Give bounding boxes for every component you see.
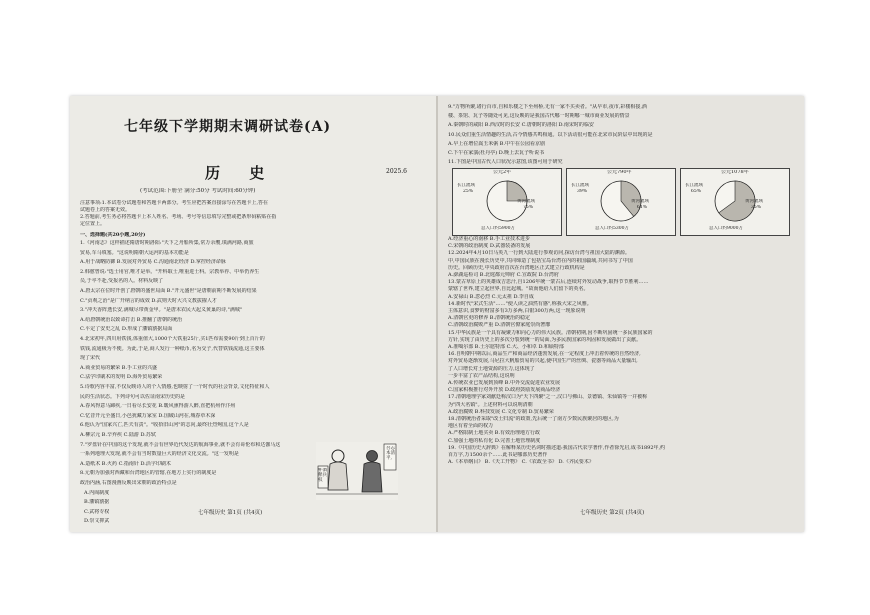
population-chart — [452, 168, 562, 236]
question-line: A.安禄山 B.忽必烈 C.元太祖 D.李自成 — [448, 293, 534, 300]
question-line: 9."万物所聚,诸行百市,自和乐楼之下至州桥,无有一家不买卖者。"从早市,夜市,彩楼相接,酒 — [448, 104, 647, 110]
question-line: 4.北宋初年,四川用铁钱,体重值大,1000个大铁重25斤,买1匹布需要90斤到上百斤的 — [80, 336, 265, 342]
exam-spread — [70, 96, 804, 532]
question-line: 2.韩愈曾说:"选士用官,唯才是举。"开科取士,唯重进士科。宗教举荐、中举仍养生 — [80, 268, 260, 275]
question-line: C."贞观之治"是广开纳言的成效 D.武则天时大兴文教拔擢人才 — [80, 297, 217, 304]
question-line: A.清朝官吏的修养 B.清朝统治的稳定 — [448, 315, 531, 322]
question-line: 民的生活状态。下列诗句可以佐证南宋历史的是 — [80, 393, 186, 400]
chart-north-pct: 35% — [751, 205, 762, 210]
question-line: C.忆昔开元全盛日,小邑犹藏万家室 D.国破山河在,城春草木深 — [80, 412, 216, 419]
question-line: 地区有着全面的权力 — [448, 423, 494, 430]
question-line: 3."冲天香阵透长安,满城尽带黄金甲。"是唐末农民大起义黄巢的诗,"满城" — [80, 307, 243, 314]
question-line: A.《本草纲目》 B.《天工开物》 C.《农政全书》 D.《齐民要术》 — [448, 459, 594, 466]
question-line: 楼、茶馆、瓦子等随处可见,这反映的是我国古代哪一时期哪一城市商业发展的情景 — [448, 113, 630, 120]
notice-line-3: 2.答题前,考生务必将答题卡上本人姓名、考场、考号等信息填写完整或把条形码粘贴在指 — [80, 214, 277, 220]
question-line: 16.自明朝中期以后,商品生产和商品经济蓬勃发展,在一定程度上冲击着传统的自然经济, — [448, 351, 641, 358]
chart-south-pct: 65% — [691, 189, 702, 194]
question-line: A.柳宗元 B.辛弃疾 C.陆游 D.苏轼 — [80, 432, 156, 438]
question-line: C.国家积极推行对外开放 D.政府鼓励发展商品经济 — [448, 387, 561, 394]
question-line: 员,于卒不赴,受报名的人。材料反映了 — [80, 278, 164, 285]
question-line: 蒙辖了世界,建立起世界,自比起城。"故而他给人们留下的英名。 — [448, 286, 589, 293]
question-line: 1.《河南志》这样描述隋唐时期洛阳:"天下之舟船所集,常万余艘,填满河路,商旅 — [80, 240, 254, 246]
question-line: 铁钱,流通极为不便。为此,于是,商人发行一种纸币,名为交子,代替铁钱流通,这主要体 — [80, 345, 265, 352]
population-chart — [566, 168, 676, 236]
question-line: A.用于战略防御 B.发展对外贸易 C.沟通南北经济 D.掌控经济命脉 — [80, 259, 226, 266]
question-line: 百万字,万1500余个……此书是哪部历史著作 — [448, 452, 548, 458]
question-line: A.传统农业已发展到顶峰 B.中外交流促进农业发展 — [448, 380, 561, 386]
question-line: 6.他认为"国家兴亡,匹夫有责"。"收拾旧山河"的志向,最终壮烈殉国,这个人是 — [80, 422, 249, 429]
chart-north-pct: 61% — [637, 205, 648, 210]
question-line: C.加强土地的私有化 D.完善土地管理制度 — [448, 437, 541, 444]
question-line: 政治内涵,右图漫画反映出宋朝的政治特点是 — [80, 480, 177, 486]
exam-subject: 历 史 — [205, 164, 277, 182]
question-line: 为"四大名镇"。上述材料可以说明清朝 — [448, 401, 533, 408]
notice-line-2: 试题卷上的答案无效。 — [80, 207, 131, 213]
chart-era-label: 公元2年 — [493, 170, 512, 175]
chart-south-label: 长江流域 — [571, 183, 589, 188]
page-footer-1: 七年级历史 第1页 (共4页) — [198, 510, 263, 516]
question-line: D.崇文抑武 — [84, 518, 110, 525]
chart-south-label: 长江流域 — [457, 183, 475, 188]
question-line: C.法学印刷术的发明 D.海外贸易繁荣 — [80, 374, 163, 381]
chart-north-label: 黄河流域 — [631, 199, 649, 204]
exam-page-2 — [438, 96, 804, 532]
question-line: 8.元朝为加强对西藏和台湾地区的管辖,在地方上实行的制度是 — [80, 470, 217, 477]
page-footer-2: 七年级历史 第2页 (共4页) — [580, 510, 645, 516]
question-line: 17.清朝地理学家刘献廷称汉口为"天下四聚"之一,汉口与佛山、景德镇、朱仙镇等一并被称 — [448, 394, 648, 401]
question-line: 一系列地理大发现,就不会有当时数量巨大的经济文化交流。"这一发明是 — [80, 451, 239, 458]
cartoon-speech: 吾志本清平, — [386, 446, 395, 461]
chart-era-label: 公元1078年 — [721, 170, 749, 175]
question-line: A.严格限制土地买卖 B.有效治理地方行政 — [448, 430, 541, 437]
question-line: A.早上在增位嵩玉米粥 B.中午在公园看京剧 — [448, 140, 546, 147]
question-line: 14.新时代"宋式生活"……"使人读之油然有感",称我大宋之风雅。 — [448, 300, 592, 307]
question-line: A.商业贸易的繁荣 B.手工业的兴盛 — [80, 364, 158, 371]
exam-date: 2025.6 — [386, 168, 407, 175]
exam-page-1 — [70, 96, 436, 532]
question-line: A.澎湖巡检司 B.北庭都元帅府 C.宣政院 D.台湾府 — [448, 272, 559, 278]
question-line: A.秦朝时的咸阳 B.西汉时的长安 C.唐朝时的洛阳 D.南宋时的临安 — [448, 122, 594, 129]
question-line: A.给唐朝统治以致命打击 B.推翻了唐朝的统治 — [80, 316, 183, 323]
question-line: 贸易,车马填塞。"这说明隋朝大运河的基本功能是 — [80, 249, 189, 256]
chart-south-label: 长江流域 — [685, 183, 703, 188]
question-line: 对外贸易逐渐发展,马尼拉大帆船贸易的兴起,使中国生产的丝绸、瓷器等商品大量输出, — [448, 358, 638, 365]
question-line: 5.诗歌内容丰富,不仅反映诗人的个人情感,也映射了一个时代的社会背景,文化特征和人 — [80, 384, 270, 390]
question-line: C.清朝政治腐败严重 D.清朝官僚家庭崇尚奢靡 — [448, 322, 551, 329]
question-line: 13.蒙古草原上的英雄成吉思汗,自1206年统一蒙古后,连续对外发动战争,取得节节胜利…… — [448, 279, 649, 286]
question-line: 历史。回顾历史,中央政府首次在台湾地区正式建立行政机构是 — [448, 264, 585, 271]
question-line: A.内阁制度 — [84, 489, 110, 496]
question-line: C.武将专权 — [84, 508, 110, 515]
population-chart — [680, 168, 790, 236]
section-one-heading: 一、选择题(共20小题,20分) — [80, 232, 146, 238]
question-line: 11.下图是中国古代人口状况示意图,该图可用于研究 — [448, 159, 563, 166]
exam-title: 七年级下学期期末调研试卷(A) — [124, 119, 332, 135]
chart-era-label: 公元790年 — [607, 170, 632, 175]
chart-north-label: 黄河流域 — [745, 199, 763, 204]
question-line: 现了宋代 — [80, 355, 101, 362]
notice-line-1: 注意事项:1.本试卷分试题卷和答题卡两部分。考生应把答案直接涂写在答题卡上,答在 — [80, 200, 269, 206]
question-line: 中,中国民族在漫长历史中,共同缔造了包括宝岛台湾在内的祖国疆域,共同书写了中国 — [448, 257, 633, 264]
chart-north-label: 黄河流域 — [517, 199, 535, 204]
question-line: A.政治腐败 B.科技发展 C.文化专制 D.贸易繁荣 — [448, 408, 554, 415]
question-line: C.下午在家演(杜丹亭) D.晚上去瓦子听说书 — [448, 150, 545, 156]
pie-slice-south — [507, 181, 527, 201]
question-line: 12.2024年4月10日马英九一行到大陆进行参观访问,探访台湾与祖国大陆的渊源。 — [448, 250, 630, 257]
chart-south-pct: 39% — [577, 189, 588, 194]
exam-info: (考试范围:下册全 满分:50分 考试时间:60分钟) — [140, 188, 256, 194]
question-line: B.藩镇割据 — [84, 499, 110, 506]
question-line: C.平定了安史之乱 D.形成了藩镇割据局面 — [80, 326, 173, 333]
question-line: 主体意识,食梦的财富多有3万多两,白银300万两,这一现象说明 — [448, 308, 586, 314]
question-line: A.经济重心的南移 B.手工业技术进步 — [448, 236, 531, 242]
notice-line-4: 定位置上。 — [80, 221, 106, 227]
question-line: C.宋朝的政治制度 D.武器装备的发展 — [448, 243, 531, 250]
question-line: 10.民众们重生活情趣的生活,古今情感共鸣相通。以下活动很可能在北宋市民阶层中出现的是 — [448, 131, 653, 138]
cartoon-caption: 杯酒释兵权 — [318, 468, 327, 483]
question-line: A.准噶尔部 B.土尔扈特部 C.大、小和卓 D.和硕特部 — [448, 344, 564, 350]
question-line: 一步丰富了农产品结构,这说明 — [448, 372, 515, 379]
question-line: A.造纸术 B.火药 C.指南针 D.活字印刷术 — [80, 460, 171, 467]
chart-total-label: 总人口约5900万 — [481, 226, 515, 231]
question-line: A.春风得意马蹄疾,一日看尽长安花 B.暖风熏得游人醉,直把杭州作汴州 — [80, 403, 236, 410]
question-line: 19.《中国历史大辞典》在解释某历史名词时描述道:我国古代农学著作,作者徐光启,成书1892年,约 — [448, 444, 666, 451]
question-line: A.唐太宗在位时开创了唐朝的盛世局面 B."开元盛世"是唐朝前期不断发展的结果 — [80, 288, 257, 294]
chart-north-pct: 75% — [523, 205, 534, 210]
question-line: 18.清朝统治者采取"改土归流"的政策,先后统一了南方少数民族聚居的地区,为 — [448, 416, 619, 422]
question-line: 了人口增长对土地资源的压力,这体现了 — [448, 365, 535, 372]
chart-south-pct: 25% — [463, 189, 474, 194]
chart-total-label: 总人口约5300万 — [595, 226, 629, 231]
question-line: 15.中华民族是一个具有凝聚力和向心力的伟大民族。清朝初期,因不断巩固统一多民族国家的 — [448, 329, 653, 336]
question-line: 方针,实现了由历史上的多次分裂到统一的局面,为多民族国家的巩固和发展做出了贡献。 — [448, 336, 642, 343]
question-line: 7."罗盘针在中国的这个发现,就不会有世界近代发达的航海事业,就不会有哥伦布和达伽马这 — [80, 441, 281, 448]
chart-total-label: 总人口约9000万 — [709, 226, 743, 231]
